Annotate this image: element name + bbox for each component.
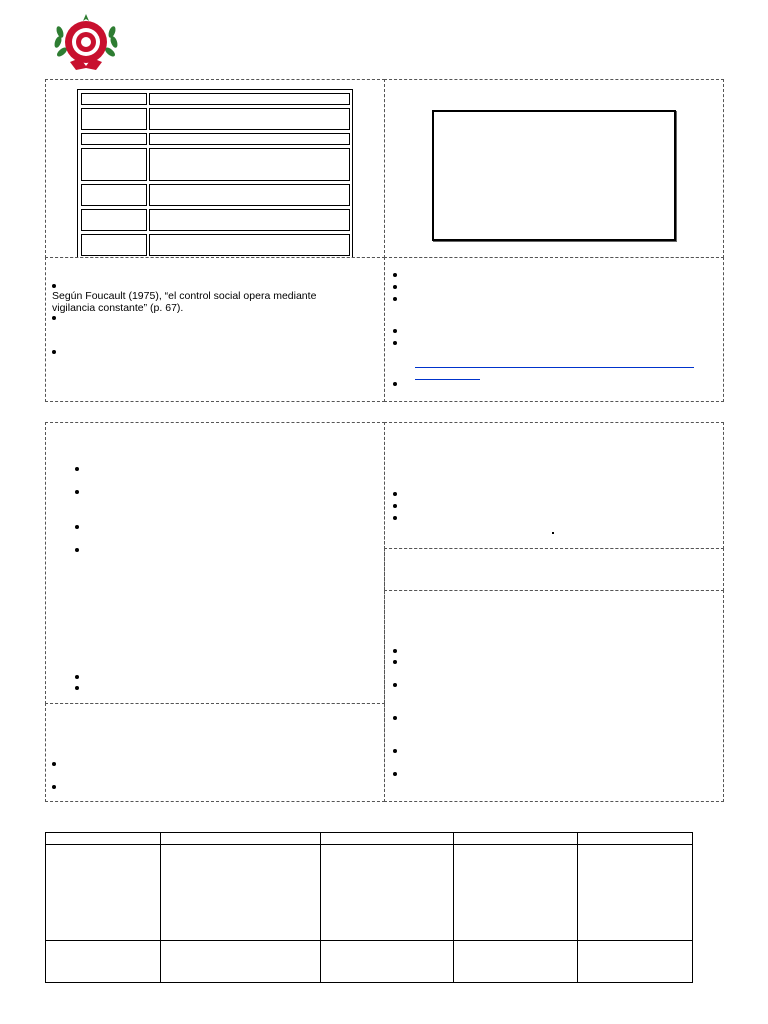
bullet-dot	[52, 350, 56, 354]
info-table-label-cell	[81, 184, 147, 206]
table-cell	[578, 941, 693, 983]
lower-left-box	[45, 422, 385, 704]
table-cell	[454, 941, 578, 983]
bullet-dot	[393, 492, 397, 496]
table-header-cell	[46, 833, 161, 845]
table-cell	[46, 941, 161, 983]
image-placeholder-frame	[432, 110, 676, 241]
lower-right-mid-box	[384, 548, 724, 591]
bullet-dot	[393, 273, 397, 277]
lower-right-box	[384, 422, 724, 549]
bullet-dot	[393, 341, 397, 345]
table-header-cell	[578, 833, 693, 845]
reference-link-line-2[interactable]	[415, 379, 480, 380]
info-table-value-cell	[149, 133, 350, 145]
reference-link-line-1[interactable]	[415, 367, 694, 368]
bullet-dot	[393, 297, 397, 301]
middle-left-box	[45, 257, 385, 402]
bullet-dot	[393, 329, 397, 333]
table-header-cell	[454, 833, 578, 845]
table-header-row	[46, 833, 693, 845]
bullet-dot	[393, 683, 397, 687]
info-table-value-cell	[149, 108, 350, 130]
bullet-dot	[393, 285, 397, 289]
info-table-label-cell	[81, 108, 147, 130]
table-header-cell	[160, 833, 320, 845]
bullet-dot	[75, 686, 79, 690]
period-mark	[552, 532, 554, 534]
bullet-dot	[393, 504, 397, 508]
info-table-value-cell	[149, 234, 350, 256]
school-crest-logo	[52, 12, 120, 76]
bullet-dot	[52, 762, 56, 766]
bullet-dot	[393, 716, 397, 720]
table-cell	[320, 941, 454, 983]
info-table-value-cell	[149, 209, 350, 231]
info-table-label-cell	[81, 93, 147, 105]
info-table-value-cell	[149, 93, 350, 105]
bullet-dot	[393, 772, 397, 776]
bullet-dot	[393, 382, 397, 386]
middle-right-box	[384, 257, 724, 402]
lower-left-sub-box	[45, 703, 385, 802]
info-table-label-cell	[81, 148, 147, 181]
crest-icon	[52, 12, 120, 76]
table-cell	[160, 941, 320, 983]
table-row	[46, 845, 693, 941]
info-table-value-cell	[149, 184, 350, 206]
bullet-dot	[75, 548, 79, 552]
bullet-dot	[75, 675, 79, 679]
info-table-label-cell	[81, 133, 147, 145]
bullet-dot	[52, 316, 56, 320]
info-table-label-cell	[81, 209, 147, 231]
table-row	[46, 941, 693, 983]
table-cell	[578, 845, 693, 941]
bullet-dot	[52, 284, 56, 288]
bullet-dot	[393, 749, 397, 753]
table-cell	[46, 845, 161, 941]
bullet-dot	[52, 785, 56, 789]
assessment-table	[45, 832, 693, 983]
foucault-quote: Según Foucault (1975), “el control social opera mediante vigilancia constante” (p. 67).	[52, 290, 317, 314]
table-cell	[320, 845, 454, 941]
lower-right-bottom-box	[384, 590, 724, 802]
bullet-dot	[393, 516, 397, 520]
bullet-dot	[75, 467, 79, 471]
bullet-dot	[393, 660, 397, 664]
table-cell	[160, 845, 320, 941]
info-table-value-cell	[149, 148, 350, 181]
info-table-label-cell	[81, 234, 147, 256]
table-header-cell	[320, 833, 454, 845]
bullet-dot	[75, 525, 79, 529]
bullet-dot	[75, 490, 79, 494]
info-table	[77, 89, 353, 257]
bullet-dot	[393, 649, 397, 653]
table-cell	[454, 845, 578, 941]
